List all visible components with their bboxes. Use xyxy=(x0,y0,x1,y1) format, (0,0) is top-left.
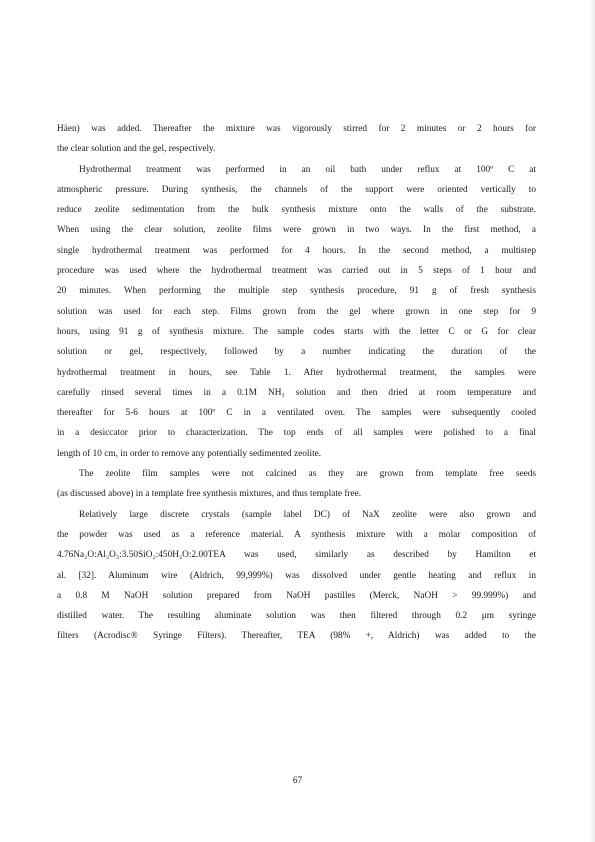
text-line: a 0.8 M NaOH solution prepared from NaOH pastilles (Merck, NaOH > 99.999%) and xyxy=(57,590,536,601)
text-line: reduce zeolite sedimentation from the bulk synthesis mixture onto the walls of the substrate. xyxy=(57,205,536,216)
text-line: hydrothermal treatment in hours, see Table 1. After hydrothermal treatment, the samples were xyxy=(57,367,536,378)
text-line: thereafter for 5-6 hours at 100º C in a ventilated oven. The samples were subsequently cooled xyxy=(57,408,536,419)
page-number: 67 xyxy=(292,776,303,786)
text-line: hours, using 91 g of synthesis mixture. The sample codes starts with the letter C or G for clear xyxy=(57,326,536,337)
text-line: al. [32]. Aluminum wire (Aldrich, 99,999%) was dissolved under gentle heating and reflux in xyxy=(57,570,536,581)
text-line: solution or gel, respectively, followed by a number indicating the duration of the xyxy=(57,347,536,358)
text-line: in a desiccator prior to characterization. The top ends of all samples were polished to a final xyxy=(57,428,536,439)
text-line: length of 10 cm, in order to remove any potentially sedimented zeolite. xyxy=(57,448,322,459)
paragraph xyxy=(57,505,536,647)
paragraph xyxy=(57,119,536,160)
text-line: carefully rinsed several times in a 0.1M NH₃ solution and then dried at room temperature and xyxy=(57,387,536,398)
text-line: 20 minutes. When performing the multiple step synthesis procedure, 91 g of fresh synthesis xyxy=(57,286,536,297)
paragraph xyxy=(57,160,536,464)
text-line: Häen) was added. Thereafter the mixture was vigorously stirred for 2 minutes or 2 hours for xyxy=(57,124,536,134)
text-line: the clear solution and the gel, respectively. xyxy=(57,144,216,155)
text-line: solution was used for each step. Films grown from the gel where grown in one step for 9 xyxy=(57,306,536,317)
text-line: filters (Acrodisc® Syringe Filters). Thereafter, TEA (98% +, Aldrich) was added to the xyxy=(57,631,536,642)
text-line: Relatively large discrete crystals (sample label DC) of NaX zeolite were also grown and xyxy=(79,509,536,520)
text-line: 4.76Na₂O:Al₂O₃:3.50SiO₂:450H₂O:2.00TEA was used, similarly as described by Hamilton et xyxy=(57,550,536,561)
text-line: single hydrothermal treatment was performed for 4 hours. In the second method, a multistep xyxy=(57,245,536,256)
text-line: atmospheric pressure. During synthesis, the channels of the support were oriented vertically to xyxy=(57,184,536,195)
text-line: the powder was used as a reference material. A synthesis mixture with a molar composition of xyxy=(57,529,536,540)
text-line: procedure was used where the hydrothermal treatment was carried out in 5 steps of 1 hour and xyxy=(57,266,536,277)
text-line: When using the clear solution, zeolite films were grown in two ways. In the first method, a xyxy=(57,225,536,236)
text-line: The zeolite film samples were not calcined as they are grown from template free seeds xyxy=(79,469,536,480)
text-line: Hydrothermal treatment was performed in an oil bath under reflux at 100º C at xyxy=(79,164,536,175)
text-line: (as discussed above) in a template free synthesis mixtures, and thus template free. xyxy=(57,489,362,500)
paragraph xyxy=(57,464,536,505)
body-text xyxy=(57,119,536,647)
page-edge-shadow xyxy=(590,0,595,842)
text-line: distilled water. The resulting aluminate solution was then filtered through 0.2 μm syringe xyxy=(57,611,536,622)
